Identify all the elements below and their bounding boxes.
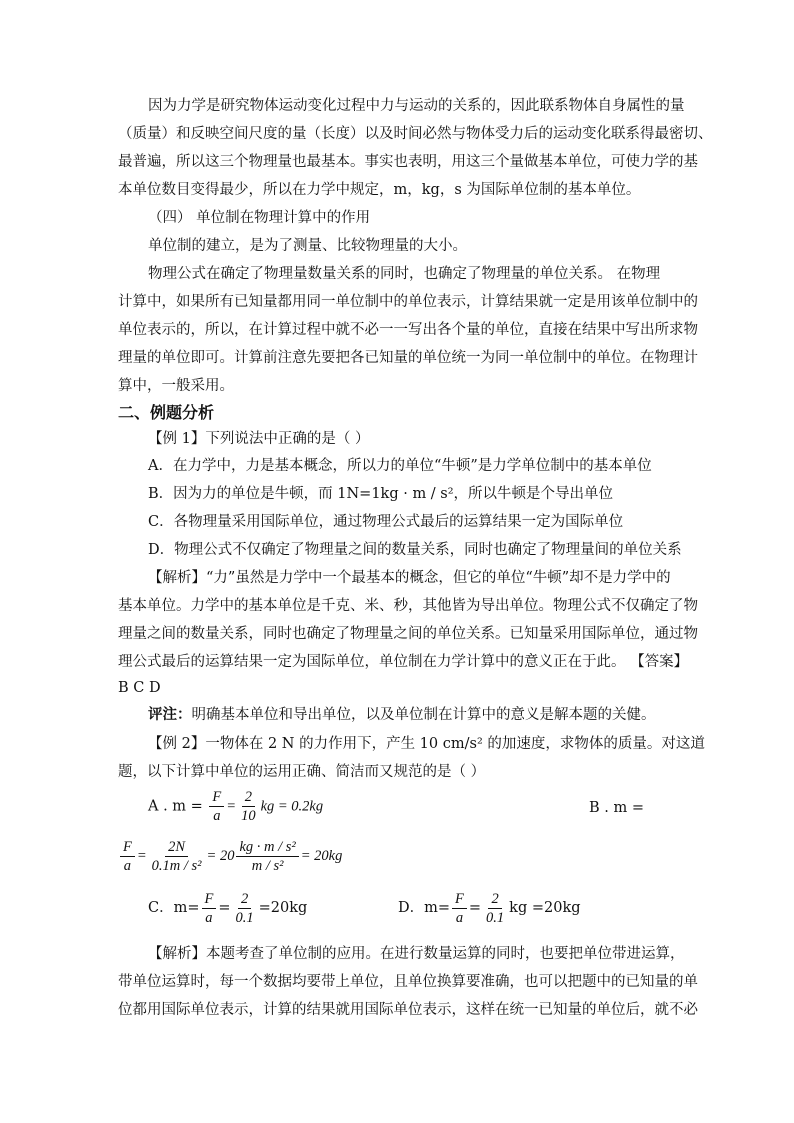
example1-comment [148,701,656,729]
intro-para1-line2: （质量）和反映空间尺度的量（长度）以及时间必然与物体受力后的运动变化联系得最密切、 [118,126,713,142]
intro-para1-line1: 因为力学是研究物体运动变化过程中力与运动的关系的，因此联系物体自身属性的量 [148,98,685,114]
example2-analysis-line2: 带单位运算时，每一个数据均要带上单位，且单位换算要准确，也可以把题中的已知量的单 [118,974,698,990]
option-b-mid: = 20 [206,848,235,864]
example1-question: 【例 1】下列说法中正确的是（ ） [148,431,370,447]
example2-question-line1: 【例 2】一物体在 2 N 的力作用下，产生 10 cm/s² 的加速度，求物体的质量。对这道 [148,736,705,752]
option-a-fraction-2-over-10: $\frac{2}{10}$ [241,789,256,824]
option-b-fraction-f-over-a: $\frac{F}{a}$ [120,838,135,875]
option-d-prefix: D．m= [398,900,451,916]
example2-option-c: C．m= $\frac{F}{a}$ = $\frac{2}{0.1}$ =20kg [148,890,308,926]
example2-option-b: $\frac{F}{a}$ = $\frac{2N}{\text{0.1m / s²}}$ = 20 $\frac{\text{kg · m / s²}}{\text{m / s²}}$ = 20kg [118,836,342,876]
example1-analysis-line1: 【解析】“力”虽然是力学中一个最基本的概念，但它的单位“牛顿”却不是力学中的 [148,570,671,586]
option-a-prefix: A . m = [148,798,203,815]
comment-label: 评注： [148,706,192,723]
option-c-prefix: C．m= [148,900,200,916]
intro-para3-line2: 计算中，如果所有已知量都用同一单位制中的单位表示，计算结果就一定是用该单位制中的 [118,294,698,310]
intro-para3-line5: 算中，一般采用。 [118,378,234,394]
option-b-fraction-units: $\frac{\text{kg · m / s²}}{\text{m / s²}}$ [236,838,298,875]
intro-para2: 单位制的建立，是为了测量、比较物理量的大小。 [148,238,467,254]
intro-para3-line4: 理量的单位即可。计算前注意先要把各已知量的单位统一为同一单位制中的单位。在物理计 [118,350,698,366]
example2-analysis-line1: 【解析】本题考查了单位制的应用。在进行数量运算的同时，也要把单位带进运算， [148,946,685,962]
option-c-fraction-2-over-01: $\frac{2}{0.1}$ [235,890,254,926]
example1-option-a: A．在力学中，力是基本概念，所以力的单位“牛顿”是力学单位制中的基本单位 [148,458,652,474]
example1-analysis-line3: 理量之间的数量关系，同时也确定了物理量之间的单位关系。已知量采用国际单位，通过物 [118,626,698,642]
intro-para3-line1: 物理公式在确定了物理量数量关系的同时，也确定了物理量的单位关系。 在物理 [148,266,661,282]
example1-analysis-line4: 理公式最后的运算结果一定为国际单位，单位制在力学计算中的意义正在于此。 【答案】 [118,654,689,670]
example1-option-b: B．因为力的单位是牛顿，而 1N=1kg · m / s²，所以牛顿是个导出单位 [148,486,614,502]
option-a-result: kg = 0.2kg [260,798,324,815]
option-b-result: = 20kg [300,848,343,864]
intro-para3-line3: 单位表示的，所以，在计算过程中就不必一一写出各个量的单位，直接在结果中写出所求物 [118,322,698,338]
example2-option-a: A . m = $\frac{F}{a}$ = $\frac{2}{10}$ kg = 0.2kg [148,789,324,824]
example2-option-d: D．m= $\frac{F}{a}$ = $\frac{2}{0.1}$ kg =20kg [398,890,581,926]
example2-option-b-prefix: B . m = [589,800,644,816]
example2-question-line2: 题，以下计算中单位的运用正确、简洁而又规范的是（ ） [118,764,486,780]
option-d-fraction-2-over-01: $\frac{2}{0.1}$ [486,890,505,926]
section4-heading: （四） 单位制在物理计算中的作用 [148,210,371,226]
example1-analysis-line2: 基本单位。力学中的基本单位是千克、米、秒，其他皆为导出单位。物理公式不仅确定了物 [118,598,698,614]
intro-para1-line4: 本单位数目变得最少，所以在力学中规定，m，kg，s 为国际单位制的基本单位。 [118,182,641,198]
option-c-fraction-f-over-a: $\frac{F}{a}$ [202,890,217,927]
section2-heading: 二、例题分析 [118,403,215,422]
option-c-result: =20kg [258,900,308,916]
example1-answer: B C D [118,680,161,696]
option-a-fraction-f-over-a: $\frac{F}{a}$ [209,788,224,825]
option-b-fraction-2n: $\frac{2N}{\text{0.1m / s²}}$ [151,838,202,874]
option-d-fraction-f-over-a: $\frac{F}{a}$ [452,890,467,927]
intro-para1-line3: 最普遍，所以这三个物理量也最基本。事实也表明，用这三个量做基本单位，可使力学的基 [118,154,698,170]
example1-option-d: D．物理公式不仅确定了物理量之间的数量关系，同时也确定了物理量间的单位关系 [148,542,682,558]
option-d-result: kg =20kg [509,900,581,916]
example2-analysis-line3: 位都用国际单位表示，计算的结果就用国际单位表示，这样在统一已知量的单位后，就不必 [118,1002,698,1018]
comment-text: 明确基本单位和导出单位，以及单位制在计算中的意义是解本题的关健。 [191,707,656,723]
example1-option-c: C．各物理量采用国际单位，通过物理公式最后的运算结果一定为国际单位 [148,514,624,530]
